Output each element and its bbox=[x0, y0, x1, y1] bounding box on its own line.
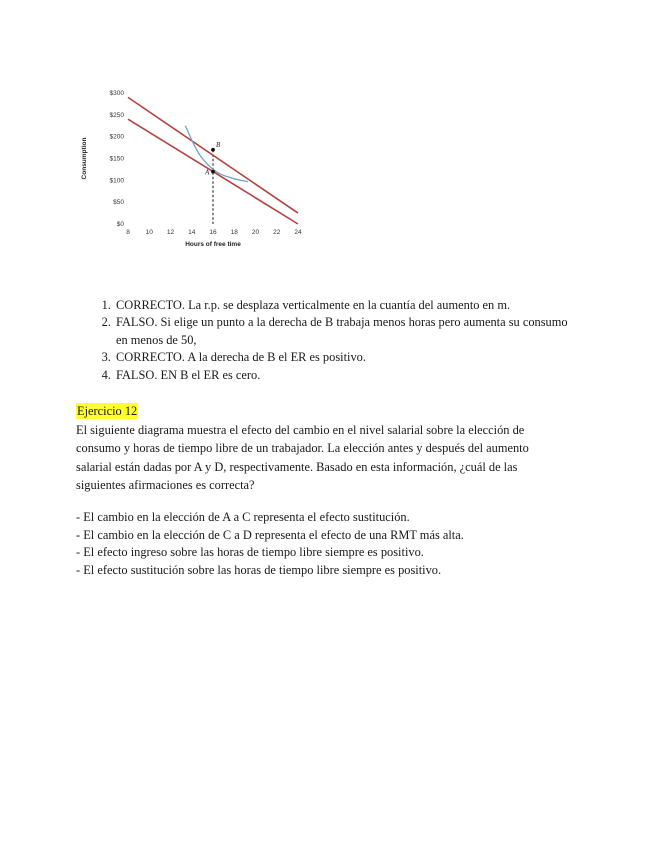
x-tick-label: 16 bbox=[209, 229, 217, 236]
x-tick-label: 14 bbox=[188, 229, 196, 236]
y-tick-label: $0 bbox=[116, 221, 124, 228]
y-tick-label: $50 bbox=[113, 199, 124, 207]
y-axis-title: Consumption bbox=[81, 137, 88, 180]
answer-item: 2. FALSO. Si elige un punto a la derecha de B trabaja menos horas pero aumenta su consumo en menos de 50, bbox=[114, 314, 574, 349]
consumption-chart bbox=[76, 76, 308, 256]
y-tick-label: $200 bbox=[109, 133, 124, 141]
x-tick-label: 10 bbox=[145, 229, 153, 236]
x-tick-label: 12 bbox=[166, 229, 175, 236]
point-label-b: B bbox=[216, 140, 221, 149]
y-tick-label: $300 bbox=[109, 90, 124, 97]
x-axis-title: Hours of free time bbox=[185, 241, 241, 248]
answer-item: 4. FALSO. EN B el ER es cero. bbox=[114, 367, 574, 384]
x-tick-label: 20 bbox=[251, 229, 260, 236]
x-tick-label: 24 bbox=[294, 229, 302, 236]
y-tick-label: $250 bbox=[109, 111, 124, 119]
y-tick-label: $100 bbox=[109, 177, 124, 185]
option-item: - El efecto ingreso sobre las horas de tiempo libre siempre es positivo. bbox=[76, 545, 424, 560]
answer-item: 3. CORRECTO. A la derecha de B el ER es positivo. bbox=[114, 349, 574, 366]
point-label-a: A bbox=[205, 168, 210, 177]
x-tick-label: 22 bbox=[273, 229, 281, 236]
exercise-title: Ejercicio 12 bbox=[77, 404, 138, 418]
x-tick-label: 8 bbox=[126, 229, 130, 236]
option-item: - El cambio en la elección de A a C representa el efecto sustitución. bbox=[76, 510, 410, 524]
answers-list bbox=[90, 297, 574, 384]
point-a bbox=[211, 170, 215, 174]
y-tick-label: $150 bbox=[109, 155, 124, 163]
chart-svg bbox=[76, 76, 308, 256]
x-tick-label: 18 bbox=[230, 229, 238, 236]
exercise-stem: El siguiente diagrama muestra el efecto del cambio en el nivel salarial sobre la elección de consumo y horas de tiempo libre de un trabajador. La elección antes y después del aumento salarial están dadas por A y D, respectivamente. Basado en esta información, ¿cuál de las siguientes afirmaciones es correcta? bbox=[76, 423, 529, 493]
option-item: - El efecto sustitución sobre las horas de tiempo libre siempre es positivo. bbox=[76, 562, 442, 577]
point-b bbox=[211, 148, 215, 152]
answer-item: 1. CORRECTO. La r.p. se desplaza verticalmente en la cuantía del aumento en m. bbox=[114, 297, 574, 314]
exercise-options bbox=[76, 509, 556, 579]
option-item: - El cambio en la elección de C a D representa el efecto de una RMT más alta. bbox=[76, 527, 464, 542]
